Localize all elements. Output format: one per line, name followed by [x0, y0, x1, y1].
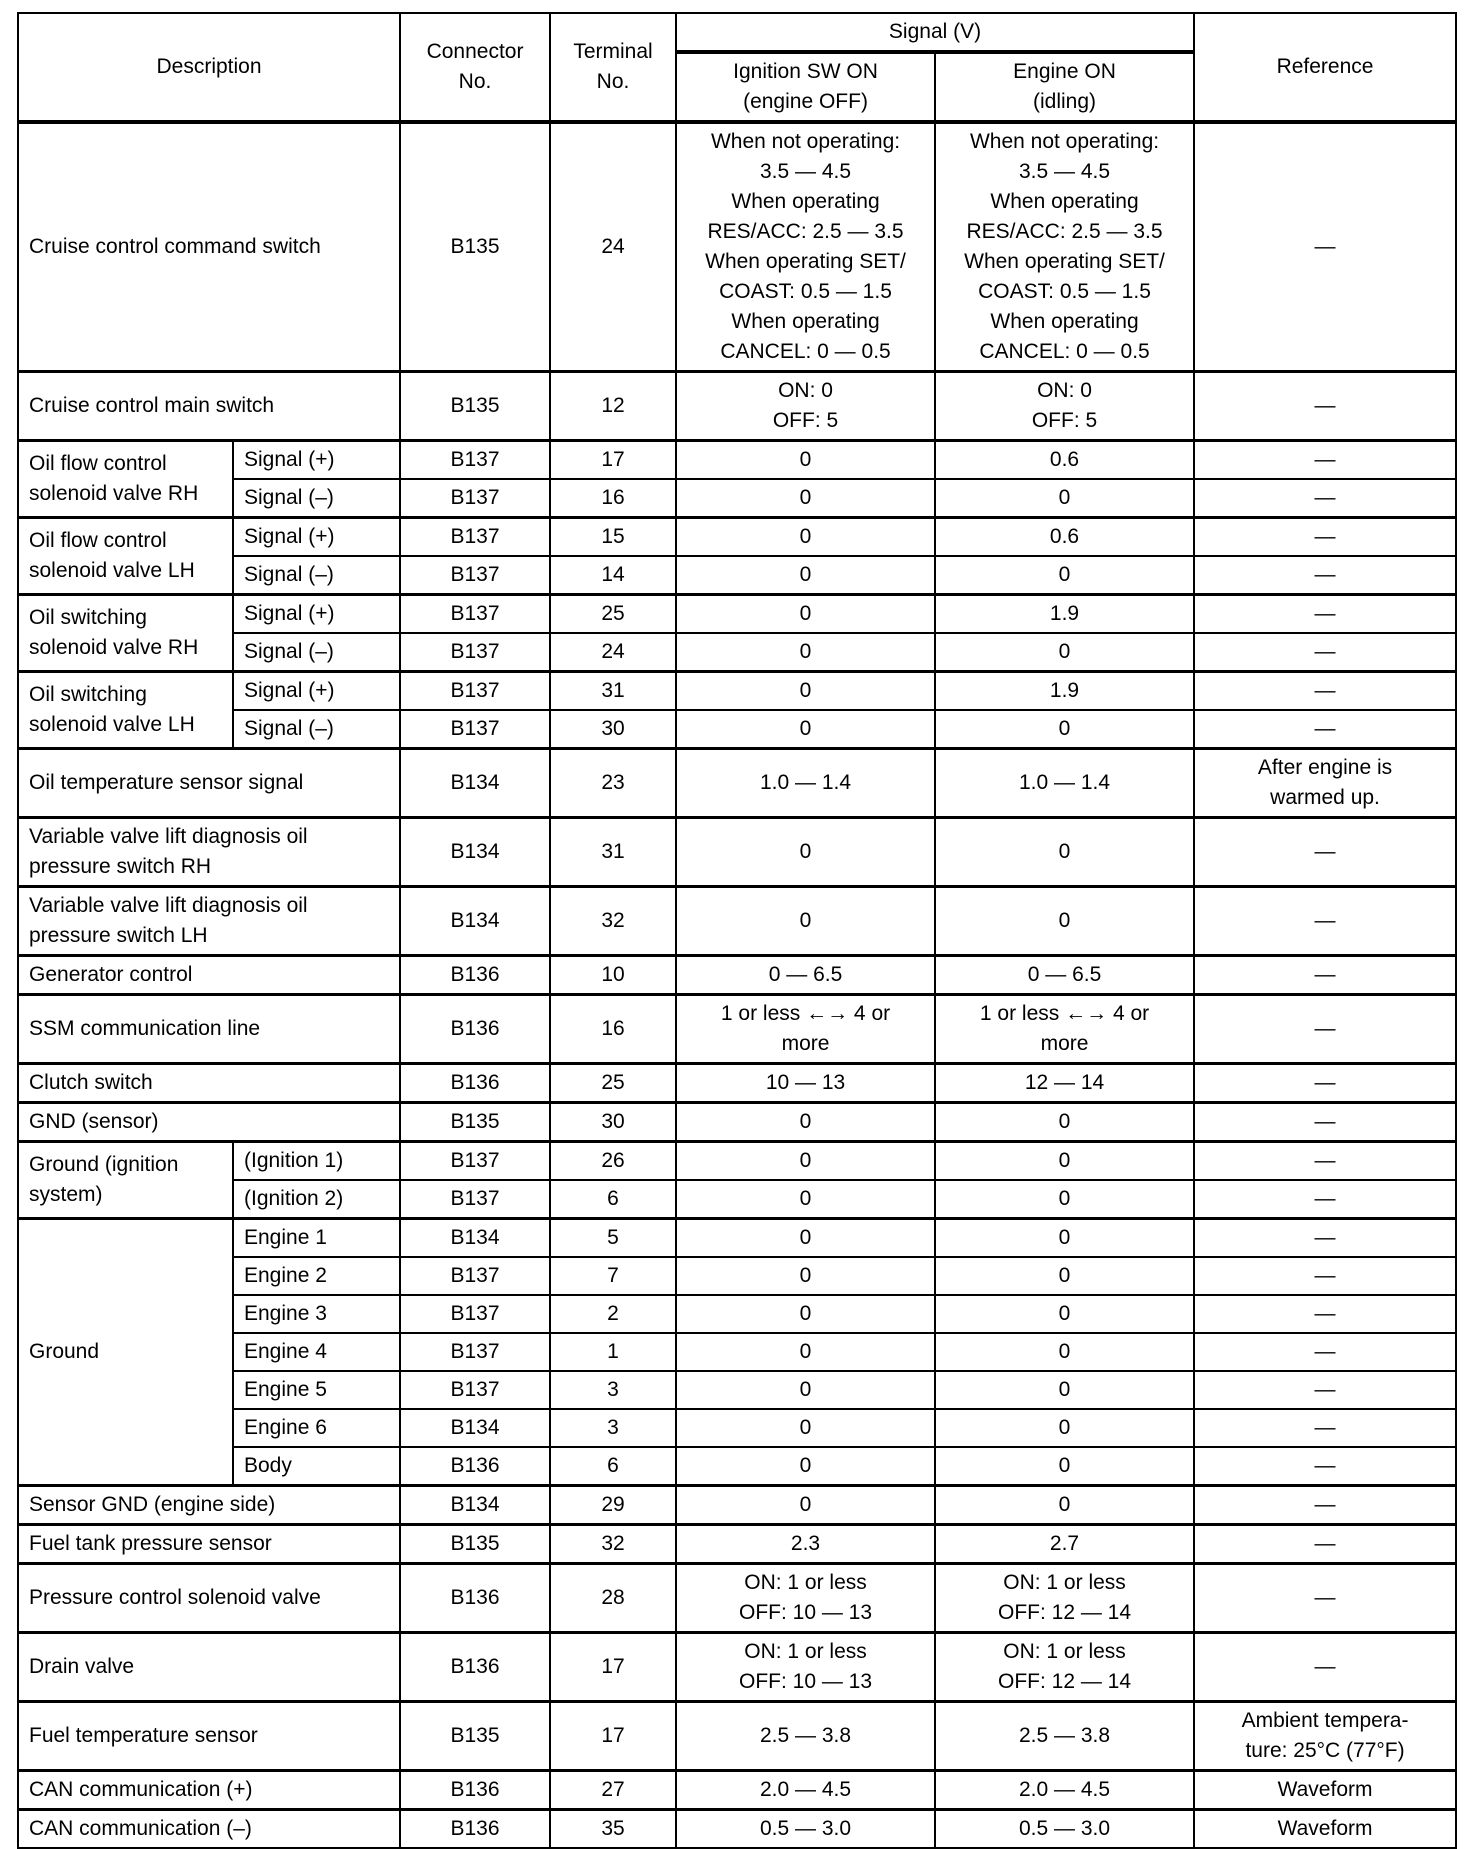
table-row [18, 122, 1456, 372]
engine-signal-cell: 1.0 — 1.4 [935, 749, 1194, 818]
reference-cell: — [1194, 479, 1456, 518]
connector-cell: B134 [400, 1409, 550, 1447]
reference-cell: — [1194, 1564, 1456, 1633]
header-terminal: Terminal No. [550, 13, 676, 122]
sub-description-cell: Engine 3 [233, 1295, 400, 1333]
description-cell: Cruise control main switch [18, 372, 400, 441]
table-row [18, 1633, 1456, 1702]
terminal-cell: 30 [550, 1103, 676, 1142]
table-row [18, 633, 1456, 672]
table-row [18, 518, 1456, 557]
ignition-signal-cell: 0 [676, 518, 935, 557]
engine-signal-cell: 0 [935, 633, 1194, 672]
ignition-signal-cell: 0 [676, 1180, 935, 1219]
description-cell: Clutch switch [18, 1064, 400, 1103]
terminal-cell: 32 [550, 887, 676, 956]
description-cell: Oil switching solenoid valve LH [18, 672, 233, 749]
terminal-cell: 2 [550, 1295, 676, 1333]
engine-signal-cell: 0.6 [935, 441, 1194, 480]
engine-signal-cell: 0 [935, 1447, 1194, 1486]
reference-cell: — [1194, 1447, 1456, 1486]
ignition-signal-cell: 1 or less ←→ 4 or more [676, 995, 935, 1064]
sub-description-cell: Signal (+) [233, 672, 400, 711]
engine-signal-cell: 0 [935, 479, 1194, 518]
reference-cell: — [1194, 1409, 1456, 1447]
terminal-cell: 6 [550, 1180, 676, 1219]
reference-cell: — [1194, 995, 1456, 1064]
terminal-cell: 17 [550, 1702, 676, 1771]
table-row [18, 818, 1456, 887]
terminal-cell: 17 [550, 441, 676, 480]
connector-cell: B137 [400, 1142, 550, 1181]
description-cell: Variable valve lift diagnosis oil pressure switch RH [18, 818, 400, 887]
ignition-signal-cell: 2.0 — 4.5 [676, 1771, 935, 1810]
connector-cell: B137 [400, 1295, 550, 1333]
ignition-signal-cell: 0 [676, 710, 935, 749]
terminal-cell: 25 [550, 1064, 676, 1103]
sub-description-cell: Signal (+) [233, 441, 400, 480]
reference-cell: — [1194, 372, 1456, 441]
sub-description-cell: Engine 4 [233, 1333, 400, 1371]
terminal-cell: 23 [550, 749, 676, 818]
engine-signal-cell: ON: 1 or less OFF: 12 — 14 [935, 1633, 1194, 1702]
ignition-signal-cell: 0 [676, 1447, 935, 1486]
engine-signal-cell: 0 [935, 1219, 1194, 1258]
description-cell: Variable valve lift diagnosis oil pressure switch LH [18, 887, 400, 956]
terminal-cell: 3 [550, 1409, 676, 1447]
reference-cell: — [1194, 956, 1456, 995]
sub-description-cell: (Ignition 2) [233, 1180, 400, 1219]
sub-description-cell: Engine 2 [233, 1257, 400, 1295]
connector-cell: B136 [400, 1810, 550, 1849]
connector-cell: B137 [400, 1180, 550, 1219]
connector-cell: B137 [400, 1257, 550, 1295]
ignition-signal-cell: 0 [676, 1103, 935, 1142]
description-cell: CAN communication (+) [18, 1771, 400, 1810]
ignition-signal-cell: 0 [676, 818, 935, 887]
engine-signal-cell: ON: 1 or less OFF: 12 — 14 [935, 1564, 1194, 1633]
table-row [18, 1333, 1456, 1371]
connector-cell: B137 [400, 595, 550, 634]
table-row [18, 1219, 1456, 1258]
table-row [18, 1180, 1456, 1219]
reference-cell: — [1194, 1103, 1456, 1142]
reference-cell: — [1194, 518, 1456, 557]
engine-signal-cell: 0 [935, 1103, 1194, 1142]
description-cell: GND (sensor) [18, 1103, 400, 1142]
description-cell: Ground (ignition system) [18, 1142, 233, 1219]
connector-cell: B136 [400, 956, 550, 995]
connector-cell: B137 [400, 518, 550, 557]
connector-cell: B134 [400, 1486, 550, 1525]
ignition-signal-cell: 0 [676, 1486, 935, 1525]
ignition-signal-cell: 0 [676, 1257, 935, 1295]
connector-cell: B136 [400, 995, 550, 1064]
sub-description-cell: Signal (+) [233, 595, 400, 634]
header-ignition-on: Ignition SW ON (engine OFF) [676, 52, 935, 122]
reference-cell: — [1194, 633, 1456, 672]
description-cell: Pressure control solenoid valve [18, 1564, 400, 1633]
ignition-signal-cell: 10 — 13 [676, 1064, 935, 1103]
header-reference: Reference [1194, 13, 1456, 122]
engine-signal-cell: 0 [935, 1333, 1194, 1371]
table-row [18, 1771, 1456, 1810]
engine-signal-cell: 0 [935, 887, 1194, 956]
table-row [18, 672, 1456, 711]
description-cell: Oil switching solenoid valve RH [18, 595, 233, 672]
terminal-cell: 3 [550, 1371, 676, 1409]
ignition-signal-cell: 0 [676, 1295, 935, 1333]
terminal-cell: 15 [550, 518, 676, 557]
connector-cell: B137 [400, 1333, 550, 1371]
terminal-cell: 30 [550, 710, 676, 749]
reference-cell: — [1194, 887, 1456, 956]
reference-cell: — [1194, 818, 1456, 887]
connector-cell: B136 [400, 1633, 550, 1702]
description-cell: CAN communication (–) [18, 1810, 400, 1849]
ignition-signal-cell: 0 [676, 672, 935, 711]
ignition-signal-cell: When not operating: 3.5 — 4.5 When operating RES/ACC: 2.5 — 3.5 When operating SET/ COAST: 0.5 — 1.5 When operating CANCEL: 0 — 0.5 [676, 122, 935, 372]
terminal-cell: 12 [550, 372, 676, 441]
ignition-signal-cell: 2.3 [676, 1525, 935, 1564]
reference-cell: — [1194, 672, 1456, 711]
connector-cell: B135 [400, 1103, 550, 1142]
reference-cell: — [1194, 556, 1456, 595]
ignition-signal-cell: 0 [676, 556, 935, 595]
reference-cell: — [1194, 1371, 1456, 1409]
header-engine-on: Engine ON (idling) [935, 52, 1194, 122]
terminal-cell: 29 [550, 1486, 676, 1525]
description-cell: Oil flow control solenoid valve LH [18, 518, 233, 595]
connector-cell: B135 [400, 372, 550, 441]
terminal-cell: 31 [550, 818, 676, 887]
reference-cell: — [1194, 1064, 1456, 1103]
table-body [18, 122, 1456, 1848]
connector-cell: B134 [400, 1219, 550, 1258]
table-row [18, 1142, 1456, 1181]
connector-cell: B137 [400, 556, 550, 595]
terminal-cell: 32 [550, 1525, 676, 1564]
engine-signal-cell: 1 or less ←→ 4 or more [935, 995, 1194, 1064]
header-connector: Connector No. [400, 13, 550, 122]
terminal-cell: 14 [550, 556, 676, 595]
ignition-signal-cell: 0.5 — 3.0 [676, 1810, 935, 1849]
ignition-signal-cell: 0 [676, 1142, 935, 1181]
terminal-cell: 26 [550, 1142, 676, 1181]
reference-cell: Waveform [1194, 1771, 1456, 1810]
engine-signal-cell: 12 — 14 [935, 1064, 1194, 1103]
reference-cell: — [1194, 441, 1456, 480]
terminal-cell: 17 [550, 1633, 676, 1702]
description-cell: Drain valve [18, 1633, 400, 1702]
terminal-cell: 25 [550, 595, 676, 634]
terminal-cell: 24 [550, 122, 676, 372]
reference-cell: After engine is warmed up. [1194, 749, 1456, 818]
description-cell: Oil temperature sensor signal [18, 749, 400, 818]
connector-cell: B136 [400, 1564, 550, 1633]
table-row [18, 1486, 1456, 1525]
ignition-signal-cell: 0 [676, 441, 935, 480]
engine-signal-cell: 1.9 [935, 672, 1194, 711]
reference-cell: Waveform [1194, 1810, 1456, 1849]
terminal-cell: 1 [550, 1333, 676, 1371]
reference-cell: — [1194, 710, 1456, 749]
engine-signal-cell: 0 [935, 1295, 1194, 1333]
connector-cell: B135 [400, 1525, 550, 1564]
engine-signal-cell: 0 [935, 1409, 1194, 1447]
reference-cell: — [1194, 1525, 1456, 1564]
engine-signal-cell: 0 [935, 1371, 1194, 1409]
sub-description-cell: Signal (–) [233, 633, 400, 672]
description-cell: Fuel temperature sensor [18, 1702, 400, 1771]
engine-signal-cell: 0.6 [935, 518, 1194, 557]
sub-description-cell: Engine 1 [233, 1219, 400, 1258]
reference-cell: — [1194, 122, 1456, 372]
table-row [18, 749, 1456, 818]
sub-description-cell: Signal (–) [233, 556, 400, 595]
header-signal: Signal (V) [676, 13, 1194, 52]
ignition-signal-cell: ON: 0 OFF: 5 [676, 372, 935, 441]
connector-cell: B137 [400, 633, 550, 672]
description-cell: Sensor GND (engine side) [18, 1486, 400, 1525]
connector-cell: B134 [400, 818, 550, 887]
connector-cell: B137 [400, 479, 550, 518]
terminal-cell: 7 [550, 1257, 676, 1295]
table-row [18, 1103, 1456, 1142]
terminal-cell: 27 [550, 1771, 676, 1810]
description-cell: SSM communication line [18, 995, 400, 1064]
table-row [18, 1257, 1456, 1295]
table-row [18, 1295, 1456, 1333]
ignition-signal-cell: 0 [676, 595, 935, 634]
engine-signal-cell: 0 [935, 818, 1194, 887]
reference-cell: — [1194, 1633, 1456, 1702]
engine-signal-cell: 0 [935, 1257, 1194, 1295]
description-cell: Generator control [18, 956, 400, 995]
ignition-signal-cell: 0 [676, 479, 935, 518]
table-row [18, 479, 1456, 518]
description-cell: Ground [18, 1219, 233, 1486]
terminal-cell: 6 [550, 1447, 676, 1486]
ignition-signal-cell: 0 [676, 1219, 935, 1258]
description-cell: Oil flow control solenoid valve RH [18, 441, 233, 518]
table-row [18, 1064, 1456, 1103]
reference-cell: — [1194, 1142, 1456, 1181]
table-row [18, 372, 1456, 441]
connector-cell: B135 [400, 122, 550, 372]
table-row [18, 956, 1456, 995]
description-cell: Cruise control command switch [18, 122, 400, 372]
reference-cell: — [1194, 1257, 1456, 1295]
engine-signal-cell: 0 [935, 1180, 1194, 1219]
terminal-cell: 31 [550, 672, 676, 711]
engine-signal-cell: 0 [935, 1486, 1194, 1525]
reference-cell: — [1194, 1180, 1456, 1219]
terminal-cell: 24 [550, 633, 676, 672]
reference-cell: — [1194, 1295, 1456, 1333]
engine-signal-cell: 0 [935, 1142, 1194, 1181]
connector-cell: B136 [400, 1447, 550, 1486]
connector-cell: B137 [400, 441, 550, 480]
ignition-signal-cell: 1.0 — 1.4 [676, 749, 935, 818]
ignition-signal-cell: 0 [676, 633, 935, 672]
reference-cell: — [1194, 1486, 1456, 1525]
reference-cell: — [1194, 1219, 1456, 1258]
table-row [18, 1702, 1456, 1771]
table-row [18, 1564, 1456, 1633]
engine-signal-cell: 2.0 — 4.5 [935, 1771, 1194, 1810]
ignition-signal-cell: 0 [676, 1371, 935, 1409]
sub-description-cell: Signal (–) [233, 710, 400, 749]
connector-cell: B137 [400, 1371, 550, 1409]
ignition-signal-cell: 2.5 — 3.8 [676, 1702, 935, 1771]
terminal-cell: 10 [550, 956, 676, 995]
engine-signal-cell: 0 [935, 710, 1194, 749]
table-row [18, 887, 1456, 956]
engine-signal-cell: 1.9 [935, 595, 1194, 634]
description-cell: Fuel tank pressure sensor [18, 1525, 400, 1564]
engine-signal-cell: When not operating: 3.5 — 4.5 When operating RES/ACC: 2.5 — 3.5 When operating SET/ COAST: 0.5 — 1.5 When operating CANCEL: 0 — 0.5 [935, 122, 1194, 372]
engine-signal-cell: 0 [935, 556, 1194, 595]
ignition-signal-cell: ON: 1 or less OFF: 10 — 13 [676, 1564, 935, 1633]
ignition-signal-cell: 0 [676, 1333, 935, 1371]
connector-cell: B137 [400, 710, 550, 749]
table-row [18, 441, 1456, 480]
ignition-signal-cell: 0 [676, 1409, 935, 1447]
ignition-signal-cell: ON: 1 or less OFF: 10 — 13 [676, 1633, 935, 1702]
signal-table [17, 12, 1457, 1849]
terminal-cell: 16 [550, 479, 676, 518]
engine-signal-cell: 0 — 6.5 [935, 956, 1194, 995]
table-row [18, 1409, 1456, 1447]
engine-signal-cell: 2.5 — 3.8 [935, 1702, 1194, 1771]
table-row [18, 1810, 1456, 1849]
reference-cell: — [1194, 1333, 1456, 1371]
table-row [18, 1371, 1456, 1409]
connector-cell: B136 [400, 1771, 550, 1810]
table-row [18, 556, 1456, 595]
sub-description-cell: Engine 5 [233, 1371, 400, 1409]
table-row [18, 595, 1456, 634]
sub-description-cell: Signal (+) [233, 518, 400, 557]
reference-cell: Ambient tempera- ture: 25°C (77°F) [1194, 1702, 1456, 1771]
connector-cell: B136 [400, 1064, 550, 1103]
table-row [18, 995, 1456, 1064]
sub-description-cell: (Ignition 1) [233, 1142, 400, 1181]
table-row [18, 1447, 1456, 1486]
terminal-cell: 35 [550, 1810, 676, 1849]
terminal-cell: 16 [550, 995, 676, 1064]
terminal-cell: 28 [550, 1564, 676, 1633]
terminal-cell: 5 [550, 1219, 676, 1258]
table-row [18, 710, 1456, 749]
connector-cell: B135 [400, 1702, 550, 1771]
engine-signal-cell: 0.5 — 3.0 [935, 1810, 1194, 1849]
connector-cell: B134 [400, 887, 550, 956]
ignition-signal-cell: 0 — 6.5 [676, 956, 935, 995]
header-description: Description [18, 13, 400, 122]
engine-signal-cell: 2.7 [935, 1525, 1194, 1564]
reference-cell: — [1194, 595, 1456, 634]
sub-description-cell: Body [233, 1447, 400, 1486]
connector-cell: B134 [400, 749, 550, 818]
connector-cell: B137 [400, 672, 550, 711]
sub-description-cell: Signal (–) [233, 479, 400, 518]
table-row [18, 1525, 1456, 1564]
sub-description-cell: Engine 6 [233, 1409, 400, 1447]
engine-signal-cell: ON: 0 OFF: 5 [935, 372, 1194, 441]
ignition-signal-cell: 0 [676, 887, 935, 956]
